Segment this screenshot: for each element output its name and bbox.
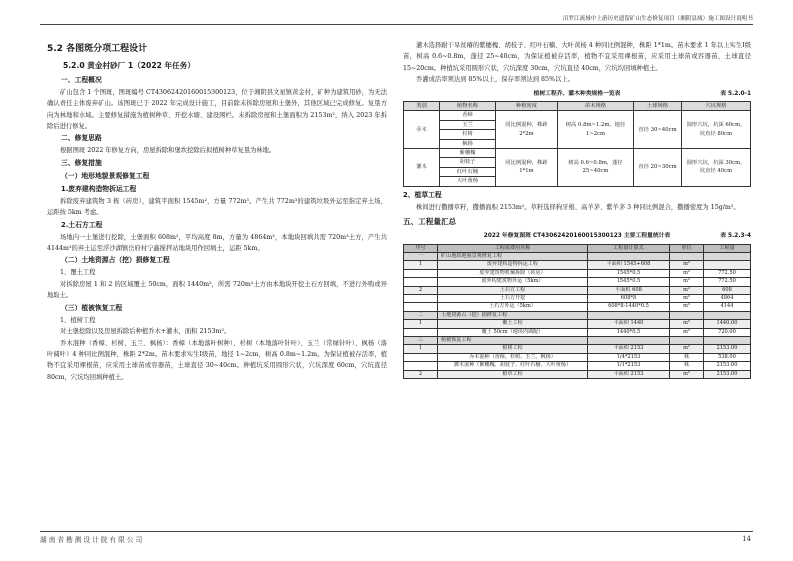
table-row	[404, 311, 751, 319]
table-row	[404, 353, 751, 361]
page-footer	[40, 531, 753, 544]
calc-formula: 1545*0.5	[588, 269, 670, 277]
item-name: 乔木混种（香樟、杉树、玉兰、枫杨）	[438, 353, 588, 361]
planting-text-1: 对土堡挖除以及房屋拆除后种植乔木+灌木，面积 2153m²。	[60, 328, 231, 336]
table2-title: 2022 年修复图斑 CT43062420160015300123 主要工程量统计表	[483, 233, 671, 240]
row-number: 2	[404, 286, 438, 294]
item-name: 土石方开挖	[438, 294, 588, 302]
plant-spec-table	[403, 101, 751, 187]
unit	[670, 252, 704, 260]
row-number	[404, 303, 438, 311]
heading-land-restoration: （二）土地资源占（挖）损修复工程	[61, 256, 170, 265]
quantity: 4144	[704, 303, 751, 311]
tree-category: 乔木	[404, 111, 440, 149]
quantity: 2153.00	[704, 345, 751, 353]
table2-header-cell: 序号	[404, 244, 438, 252]
table1-title: 植树工程乔、灌木种类规格一览表	[533, 90, 621, 97]
row-number: 一	[404, 252, 438, 260]
shrub-seedling-spec: 树高 0.6~0.8m，蓬径 25~40cm	[558, 149, 634, 187]
row-number	[404, 294, 438, 302]
heading-earthwork: 2.土石方工程	[61, 220, 103, 229]
table1-header-cell: 土球规格	[634, 102, 682, 111]
unit: m²	[670, 370, 704, 378]
unit: m³	[670, 303, 704, 311]
running-header	[40, 14, 753, 25]
row-number: 二	[404, 311, 438, 319]
item-name: 植草工程	[438, 370, 588, 378]
item-name: 土石方外运（5km）	[438, 303, 588, 311]
unit: m³	[670, 269, 704, 277]
project-overview-text: 矿山包含 1 个图斑，图斑编号 CT43062420160015300123，位于湘阴县文星镇黄金村，矿种为建筑用砂，为无法确认责任主体废弃矿山。该图斑已于 2022 年完成设计施工，目前除未拆除房屋和土堡外，其他区域已完成修复。复垦方向为林地和水域。主要修复措施为植树种草、开挖水塘、建设围栏。未拆除房屋和土堡面积为 2153m²，纳入 2023 年拆除后进行修复。	[47, 88, 387, 131]
item-name: 废弃构建筑物外运（5km）	[438, 278, 588, 286]
item-name: 灌木混种（紫穗槐、胡枝子、红叶石楠、大叶黄杨）	[438, 362, 588, 370]
row-number: 1	[404, 345, 438, 353]
shrub-category: 灌木	[404, 149, 440, 187]
item-name: 矿山地质地貌景观修复工程	[438, 252, 588, 260]
table2-header-cell: 工程或费用名称	[438, 244, 588, 252]
unit: m²	[670, 261, 704, 269]
shrub-ball-spec: 直径 20~30cm	[634, 149, 682, 187]
quantity: 608	[704, 286, 751, 294]
calc-formula: 平面积 1440	[588, 320, 670, 328]
heading-vegetation: （三）植被恢复工程	[61, 303, 123, 312]
table1-header-cell: 苗木规格	[558, 102, 634, 111]
table1-header-cell: 植物名称	[440, 102, 496, 111]
section-title: 5.2 各图斑分项工程设计	[47, 44, 148, 54]
shrub-text: 灌木选择耐干旱贫瘠的紫穗槐、胡枝子、红叶石楠、大叶黄杨 4 种同比例混种，株距 1*1m。苗木要求 1 年以上实生Ⅰ级苗，树高 0.6~0.8m，蓬径 25~40cm，为保证植被存活率，植物不宜采用裸根苗，应采用土球苗或容器苗，土球直径 15~20cm。种植坑采用圆形穴状，穴坑深度 30cm，穴坑直径 40cm，穴坑均回填种植土。	[403, 42, 751, 72]
row-number: 三	[404, 336, 438, 344]
calc-formula	[588, 336, 670, 344]
item-name: 土石方工程	[438, 286, 588, 294]
item-name: 覆土工程	[438, 320, 588, 328]
heading-demolition: 1.废弃建构造物拆运工程	[61, 184, 137, 193]
tree-seedling-spec: 树高 0.8m~1.2m，地径 1~2cm	[558, 111, 634, 149]
item-name: 覆土 50cm（地块内调配）	[438, 328, 588, 336]
table-row	[404, 278, 751, 286]
row-number: 2	[404, 370, 438, 378]
demolition-text: 拆除废弃建筑物 3 栋（砖房），建筑平面积 1545m²，方量 772m³。产生共 772m³的建筑垃圾外运至指定弃土场，运距按 5km 考虑。	[47, 197, 387, 217]
unit: m²	[670, 320, 704, 328]
quantity: 772.50	[704, 278, 751, 286]
footer-org: 湖 南 省 勘 测 设 计 院 有 限 公 司	[40, 536, 143, 544]
table2-header-cell: 工程量计算式	[588, 244, 670, 252]
quantity: 4864	[704, 294, 751, 302]
table1-header-cell: 类别	[404, 102, 440, 111]
unit	[670, 336, 704, 344]
table2-number: 表 5.2.3-4	[720, 233, 751, 240]
calc-formula: 608*8-1440*0.5	[588, 303, 670, 311]
row-number	[404, 353, 438, 361]
unit: m³	[670, 294, 704, 302]
table-row	[404, 345, 751, 353]
tree-ball-spec: 直径 30~40cm	[634, 111, 682, 149]
table1-header-cell: 种植密度	[496, 102, 558, 111]
quantity	[704, 311, 751, 319]
table-row	[404, 149, 751, 158]
heading-restoration-idea: 二、修复思路	[61, 134, 102, 143]
plant-name: 红叶石楠	[440, 167, 496, 176]
quantity	[704, 336, 751, 344]
item-name: 土地资源占（挖）损修复工程	[438, 311, 588, 319]
calc-formula: 平面积 2153	[588, 345, 670, 353]
survival-text: 乔灌成活率须达到 85%以上，保存率须达到 85%以上。	[416, 76, 574, 84]
plant-name: 胡枝子	[440, 158, 496, 167]
calc-formula: 1545*0.5	[588, 278, 670, 286]
heading-measures: 三、修复措施	[61, 158, 102, 167]
right-column	[403, 40, 751, 379]
unit	[670, 311, 704, 319]
grass-planting-text: 株间进行撒播草籽，撒播面积 2153m²。草籽选择狗牙根、高羊茅、紫羊茅 3 种同比例混合，撒播密度为 15g/m²。	[416, 203, 740, 211]
item-name: 植树工程	[438, 345, 588, 353]
table1-header-cell: 穴坑规格	[682, 102, 751, 111]
heading-grass-planting: 2、植草工程	[403, 190, 442, 199]
row-number	[404, 269, 438, 277]
quantity-table-body	[404, 252, 751, 378]
table2-header-cell: 单位	[670, 244, 704, 252]
table-row	[404, 370, 751, 378]
quantity: 538.00	[704, 353, 751, 361]
page-number: 14	[742, 535, 751, 543]
table-row	[404, 303, 751, 311]
table2-header-cell: 工程量	[704, 244, 751, 252]
planting-heading: 1、植树工程	[60, 316, 96, 324]
heading-quantity-summary: 五、工程量汇总	[403, 217, 457, 227]
plant-name: 杉树	[440, 130, 496, 139]
calc-formula	[588, 311, 670, 319]
table-row	[404, 111, 751, 120]
quantity: 772.50	[704, 269, 751, 277]
quantity: 2153.00	[704, 362, 751, 370]
item-name: 废弃建构造物拆运工程	[438, 261, 588, 269]
calc-formula: 平面积 2153	[588, 370, 670, 378]
unit: 株	[670, 353, 704, 361]
table-row	[404, 328, 751, 336]
unit: m²	[670, 345, 704, 353]
unit: m³	[670, 328, 704, 336]
plant-name: 香樟	[440, 111, 496, 120]
subsection-title: 5.2.0 黄金村砂厂 1（2022 年任务）	[63, 61, 195, 71]
item-name: 植被恢复工程	[438, 336, 588, 344]
table-row	[404, 252, 751, 260]
table-row	[404, 362, 751, 370]
table1-number: 表 5.2.0-1	[720, 90, 751, 97]
table-row	[404, 261, 751, 269]
table-row	[404, 294, 751, 302]
table1-header-row	[404, 102, 751, 111]
unit: m³	[670, 278, 704, 286]
restoration-idea-text: 根据图斑 2022 年修复方向，房屋拆除和堡坎挖除后拟植树种草复垦为林地。	[60, 147, 276, 155]
shrub-density: 同比例混种，株距 1*1m	[496, 149, 558, 187]
calc-formula	[588, 252, 670, 260]
table-row	[404, 269, 751, 277]
planting-text-2: 乔木混种（香樟、杉树、玉兰、枫杨）：香樟（本地落叶树种）、杉树（本地落叶针叶）、玉兰（常绿针叶）、枫杨（落叶阔叶）4 种同比例混种，株距 2*2m。苗木要求实生Ⅰ级苗，地径 1~2cm，树高 0.8m~1.2m。为保证植被存活率，植物不宜采用裸根苗，应采用土球苗或容器苗，土球直径 30~40cm。种植坑采用圆形穴状，穴坑深度 60cm，穴坑直径 80cm，穴坑均回填种植土。	[47, 339, 387, 381]
row-number: 1	[404, 320, 438, 328]
row-number	[404, 278, 438, 286]
plant-name: 大叶黄杨	[440, 177, 496, 186]
shrub-pit-spec: 圆形穴坑，坑深 30cm，坑直径 40cm	[682, 149, 751, 187]
unit: m²	[670, 286, 704, 294]
calc-formula: 平面积 608	[588, 286, 670, 294]
row-number	[404, 362, 438, 370]
tree-pit-spec: 圆形穴坑，坑深 60cm，坑直径 80cm	[682, 111, 751, 149]
soil-cover-text: 对拆除房屋 1 和 2 的区域覆土 50cm，面积 1440m²，所需 720m³土方由本地块开挖土石方回填，不进行外购或异地取土。	[47, 280, 387, 300]
table2-header-row	[404, 244, 751, 252]
earthwork-text: 场地内一土堡进行挖除，土堡面积 608m²，平均高度 8m，方量为 4864m³，本地块回填共需 720m³土方，产生共 4144m³的弃土运至浮沙湖镇岳府村宁鑫搅拌站地块用作回填土，运距 5km。	[47, 233, 387, 253]
table-row	[404, 286, 751, 294]
quantity: 1440.00	[704, 320, 751, 328]
table2-caption	[403, 231, 751, 242]
table1-caption	[403, 89, 751, 100]
tree-density: 同比例混种，株距 2*2m	[496, 111, 558, 149]
plant-name: 玉兰	[440, 120, 496, 129]
calc-formula: 1/4*2153	[588, 353, 670, 361]
quantity: 720.00	[704, 328, 751, 336]
plant-name: 紫穗槐	[440, 149, 496, 158]
heading-landform-restoration: （一）地形地貌景观修复工程	[61, 171, 150, 180]
quantity	[704, 261, 751, 269]
plant-name: 枫杨	[440, 139, 496, 148]
calc-formula: 608*8	[588, 294, 670, 302]
item-name: 废弃建筑物机械拆除（砖房）	[438, 269, 588, 277]
quantity: 2153.00	[704, 370, 751, 378]
calc-formula: 1440*0.5	[588, 328, 670, 336]
left-column	[47, 40, 387, 383]
running-title: 汨罗江流域中上游历史遗留矿山生态修复项目（湘阴县域）施工图设计说明书	[562, 16, 753, 22]
quantity	[704, 252, 751, 260]
calc-formula: 平面积 1545+608	[588, 261, 670, 269]
row-number: 1	[404, 261, 438, 269]
unit: 株	[670, 362, 704, 370]
soil-cover-heading: 1、覆土工程	[60, 269, 96, 277]
row-number	[404, 328, 438, 336]
table-row	[404, 336, 751, 344]
table-row	[404, 320, 751, 328]
heading-project-overview: 一、工程概况	[61, 75, 102, 84]
calc-formula: 1/1*2153	[588, 362, 670, 370]
quantity-table	[403, 244, 751, 380]
